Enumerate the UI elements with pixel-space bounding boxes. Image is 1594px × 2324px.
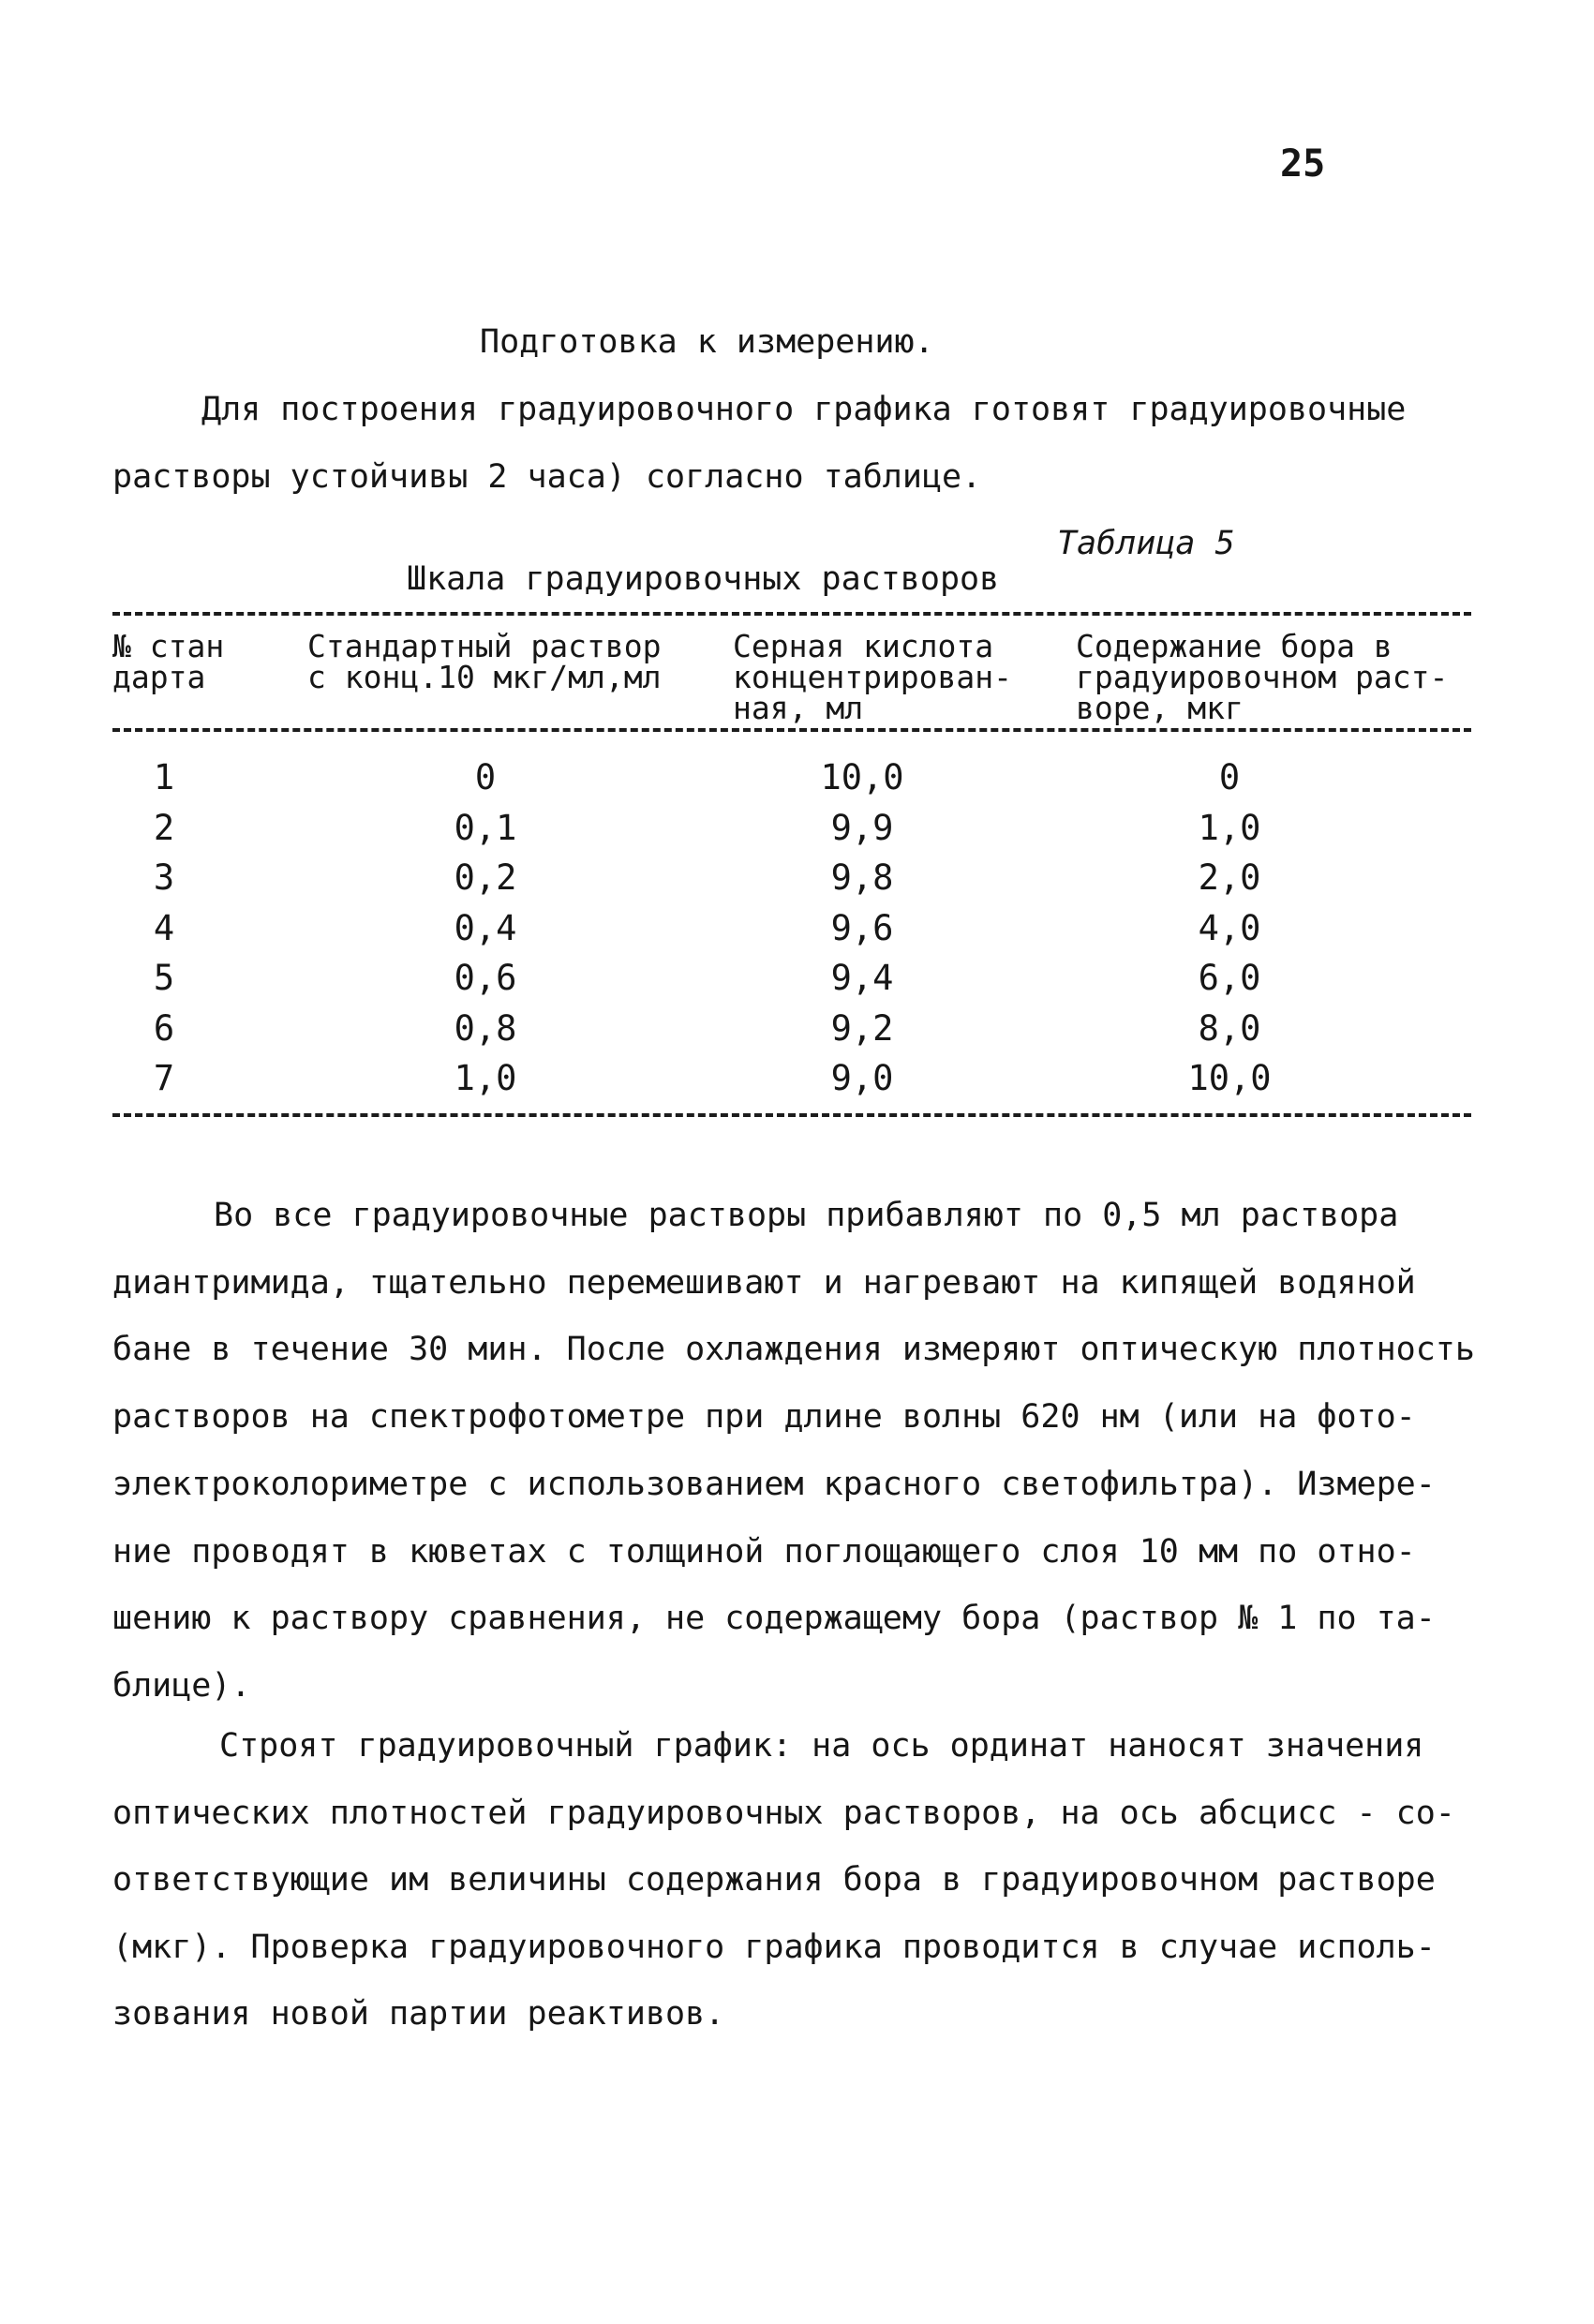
cell-boron-content: 1,0 bbox=[1198, 807, 1261, 848]
table-top-rule bbox=[112, 612, 1471, 616]
cell-standard-volume: 1,0 bbox=[454, 1058, 517, 1098]
paragraph-line: (мкг). Проверка градуировочного графика проводится в случае исполь- bbox=[112, 1928, 1436, 1966]
cell-number: 6 bbox=[153, 1007, 175, 1049]
paragraph-line: ответствующие им величины содержания бора в градуировочном растворе bbox=[112, 1861, 1436, 1899]
header-col-acid-line: концентрирован- bbox=[733, 659, 1013, 695]
header-col-acid bbox=[733, 628, 1013, 726]
cell-boron-content: 6,0 bbox=[1198, 958, 1261, 998]
cell-standard-volume: 0,2 bbox=[454, 857, 517, 898]
table-header-rule bbox=[112, 728, 1471, 732]
paragraph-line: блице). bbox=[112, 1666, 251, 1705]
paragraph-line: бане в течение 30 мин. После охлаждения измеряют оптическую плотность bbox=[112, 1331, 1475, 1369]
cell-number: 7 bbox=[153, 1058, 175, 1098]
header-col-acid-line: Серная кислота bbox=[733, 628, 994, 664]
cell-acid-volume: 9,6 bbox=[830, 907, 894, 948]
cell-acid-volume: 9,4 bbox=[830, 958, 894, 998]
intro-line-2: растворы устойчивы 2 часа) согласно таблице. bbox=[112, 458, 982, 496]
intro-line-1: Для построения градуировочного графика готовят градуировочные bbox=[201, 391, 1407, 428]
cell-acid-volume: 9,8 bbox=[830, 857, 894, 898]
cell-boron-content: 4,0 bbox=[1198, 907, 1261, 948]
header-col-boron-line: градуировочном раст- bbox=[1076, 659, 1449, 695]
paragraph-line: зования новой партии реактивов. bbox=[112, 1995, 725, 2033]
table-caption: Шкала градуировочных растворов bbox=[407, 560, 1000, 598]
header-col-standard bbox=[307, 628, 662, 695]
paragraph-line: электроколориметре с использованием красного светофильтра). Измере- bbox=[112, 1465, 1436, 1503]
paragraph-line: шению к раствору сравнения, не содержащему бора (раствор № 1 по та- bbox=[112, 1600, 1436, 1638]
cell-boron-content: 10,0 bbox=[1187, 1058, 1272, 1098]
cell-acid-volume: 9,0 bbox=[830, 1058, 894, 1098]
cell-standard-volume: 0,8 bbox=[454, 1007, 517, 1049]
header-col-number-line: дарта bbox=[112, 659, 206, 695]
paragraph-line: Во все градуировочные растворы прибавляют по 0,5 мл раствора bbox=[214, 1197, 1399, 1234]
header-col-number-line: № стан bbox=[112, 628, 225, 664]
cell-boron-content: 8,0 bbox=[1198, 1007, 1261, 1049]
paragraph-line: оптических плотностей градуировочных растворов, на ось абсцисс - со- bbox=[112, 1794, 1455, 1832]
paragraph-line: диантримида, тщательно перемешивают и нагревают на кипящей водяной bbox=[112, 1263, 1416, 1302]
paragraph-line: ние проводят в кюветах с толщиной поглощающего слоя 10 мм по отно- bbox=[112, 1532, 1416, 1571]
header-col-standard-line: с конц.10 мкг/мл,мл bbox=[307, 659, 662, 695]
header-col-boron bbox=[1076, 628, 1449, 726]
paragraph-line: растворов на спектрофотометре при длине волны 620 нм (или на фото- bbox=[112, 1398, 1416, 1437]
header-col-number bbox=[112, 628, 225, 695]
cell-acid-volume: 9,2 bbox=[830, 1007, 894, 1049]
table-label: Таблица 5 bbox=[1057, 525, 1235, 562]
page-number: 25 bbox=[1280, 142, 1326, 186]
table-bottom-rule bbox=[112, 1113, 1471, 1117]
cell-boron-content: 2,0 bbox=[1198, 857, 1261, 898]
cell-number: 4 bbox=[153, 907, 175, 948]
header-col-boron-line: воре, мкг bbox=[1076, 690, 1244, 726]
header-col-standard-line: Стандартный раствор bbox=[307, 628, 662, 664]
section-heading: Подготовка к измерению. bbox=[480, 323, 934, 361]
header-col-boron-line: Содержание бора в bbox=[1076, 628, 1393, 664]
cell-number: 5 bbox=[153, 958, 175, 998]
cell-standard-volume: 0 bbox=[474, 757, 497, 797]
cell-boron-content: 0 bbox=[1218, 757, 1241, 797]
cell-number: 2 bbox=[153, 807, 175, 848]
header-col-acid-line: ная, мл bbox=[733, 690, 864, 726]
cell-standard-volume: 0,4 bbox=[454, 907, 517, 948]
cell-standard-volume: 0,1 bbox=[454, 807, 517, 848]
cell-number: 3 bbox=[153, 857, 175, 898]
cell-standard-volume: 0,6 bbox=[454, 958, 517, 998]
paragraph-line: Строят градуировочный график: на ось ординат наносят значения bbox=[219, 1727, 1424, 1765]
cell-acid-volume: 10,0 bbox=[820, 757, 904, 797]
cell-number: 1 bbox=[153, 757, 175, 797]
cell-acid-volume: 9,9 bbox=[830, 807, 894, 848]
